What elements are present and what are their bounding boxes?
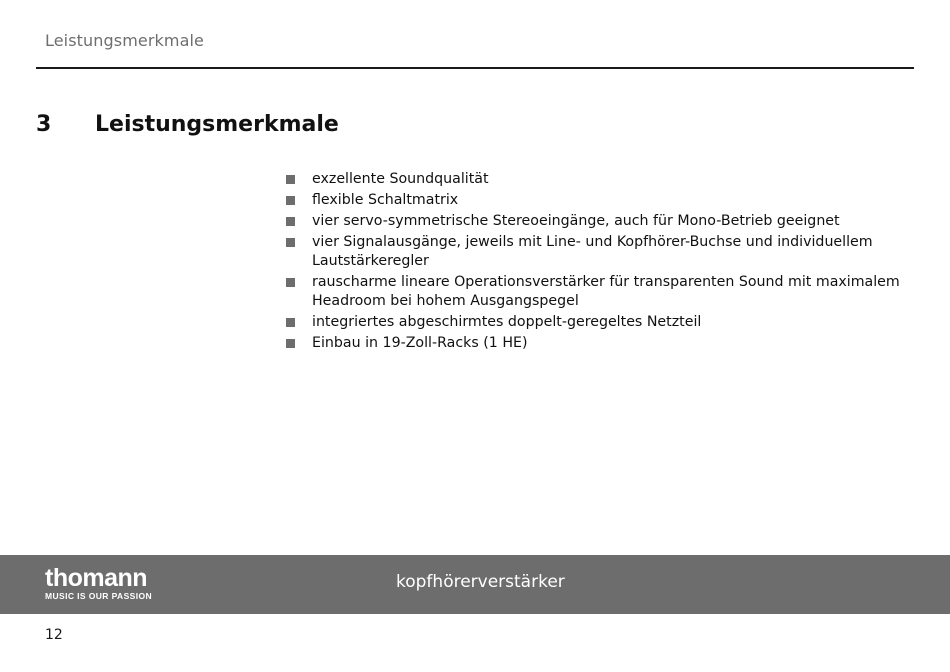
feature-text: integriertes abgeschirmtes doppelt-geregeltes Netzteil bbox=[312, 314, 702, 330]
footer-band bbox=[0, 555, 950, 614]
feature-item bbox=[286, 191, 908, 210]
logo-wordmark: thomann bbox=[45, 564, 148, 592]
feature-item bbox=[286, 233, 908, 271]
feature-list bbox=[286, 170, 908, 355]
feature-text: vier servo-symmetrische Stereoeingänge, auch für Mono-Betrieb geeignet bbox=[312, 213, 840, 229]
square-bullet-icon bbox=[286, 318, 295, 327]
feature-text: exzellente Soundqualität bbox=[312, 171, 489, 187]
square-bullet-icon bbox=[286, 339, 295, 348]
running-header-title: Leistungsmerkmale bbox=[45, 31, 204, 50]
feature-item bbox=[286, 212, 908, 231]
feature-item bbox=[286, 273, 908, 311]
square-bullet-icon bbox=[286, 238, 295, 247]
feature-text: vier Signalausgänge, jeweils mit Line- und Kopfhörer-Buchse und individuellem Lautstärkeregler bbox=[312, 234, 873, 269]
section-number: 3 bbox=[36, 112, 52, 137]
feature-text: Einbau in 19-Zoll-Racks (1 HE) bbox=[312, 335, 528, 351]
thomann-logo bbox=[45, 564, 153, 601]
section-title: Leistungsmerkmale bbox=[95, 112, 339, 137]
feature-text: flexible Schaltmatrix bbox=[312, 192, 459, 208]
square-bullet-icon bbox=[286, 217, 295, 226]
square-bullet-icon bbox=[286, 175, 295, 184]
square-bullet-icon bbox=[286, 278, 295, 287]
section-heading bbox=[36, 112, 339, 137]
feature-item bbox=[286, 334, 908, 353]
page-number: 12 bbox=[45, 627, 63, 643]
logo-tagline: MUSIC IS OUR PASSION bbox=[45, 591, 153, 601]
feature-text: rauscharme lineare Operationsverstärker für transparenten Sound mit maximalem Headroom bei hohem Ausgangspegel bbox=[312, 274, 900, 309]
feature-item bbox=[286, 170, 908, 189]
header-divider bbox=[36, 67, 914, 69]
feature-item bbox=[286, 313, 908, 332]
product-name: kopfhörerverstärker bbox=[396, 572, 565, 592]
square-bullet-icon bbox=[286, 196, 295, 205]
